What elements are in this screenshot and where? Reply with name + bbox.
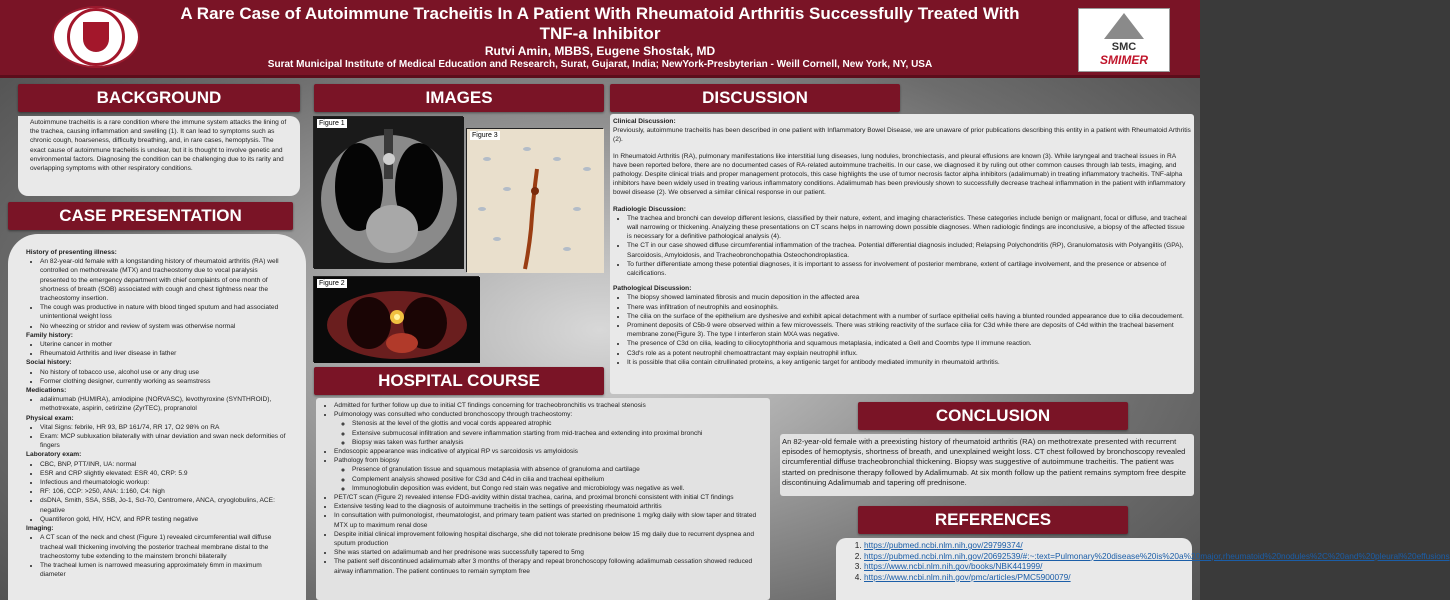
list-item: • A CT scan of the neck and chest (Figure 1) revealed circumferential wall diffuse tracheal wall thickening involving the posterior tracheal membrane distal to the tracheostomy tube extending to the mainstem bronchi bilaterally xyxy=(40,533,288,561)
hospital-panel xyxy=(316,398,770,600)
case-heading: CASE PRESENTATION xyxy=(8,202,293,230)
list-item: • It is possible that cilia contain citrullinated proteins, a key antigenic target for antibody mediated immunity in rheumatoid arthritis. xyxy=(627,358,1191,367)
list-item: • Prominent deposits of C5b-9 were observed within a few microvessels. There was striking reactivity of the surface cilia for C3d while there are deposits of C4d within the tracheal basement membrane zone(Figure 3). The type I interferon stain MXA was negative. xyxy=(627,321,1191,339)
reference-link[interactable]: https://pubmed.ncbi.nlm.nih.gov/29799374/ xyxy=(864,540,1023,550)
list-item: • adalimumab (HUMIRA), amlodipine (NORVASC), levothyroxine (SYNTHROID), methotrexate, aspirin, cetirizine (ZyrTEC), propranolol xyxy=(40,395,288,413)
background-heading: BACKGROUND xyxy=(18,84,300,112)
list-item-text: Despite initial clinical improvement following hospital discharge, she did not tolerate prednisone below 15 mg daily due to recurrent dyspnea and sputum production xyxy=(334,530,755,548)
list-item: • The CT in our case showed diffuse circumferential inflammation of the trachea. Potential differential diagnosis included; Relapsing Polychondritis (RP), Granulomatosis with Polyangiitis (GPA), Sarcoidosis, Amyloidosis, and Tracheobronchopathia Osteochondroplastica. xyxy=(627,241,1191,259)
reference-item xyxy=(864,550,1450,562)
imaging-list xyxy=(26,533,288,579)
reference-item xyxy=(864,540,1188,551)
list-item: • dsDNA, Smith, SSA, SSB, Jo-1, Scl-70, Centromere, ANCA, cryoglobulins, ACE: negative xyxy=(40,496,288,514)
sub-list xyxy=(334,465,766,493)
poster-title-line1: A Rare Case of Autoimmune Tracheitis In A Patient With Rheumatoid Arthritis Successfully Treated With xyxy=(180,4,1020,23)
figure2-petct-image xyxy=(313,276,479,362)
cornell-seal-logo xyxy=(52,6,140,68)
meds-list xyxy=(26,395,288,413)
references-heading: REFERENCES xyxy=(858,506,1128,534)
list-item xyxy=(334,557,766,575)
poster-affiliation: Surat Municipal Institute of Medical Education and Research, Surat, Gujarat, India; NewYork-Presbyterian - Weill Cornell, New York, NY, USA xyxy=(267,59,933,70)
list-item: • CBC, BNP, PTT/INR, UA: normal xyxy=(40,460,288,469)
list-item-text: She was started on adalimumab and her prednisone was successfully tapered to 5mg xyxy=(334,549,584,557)
conclusion-text: An 82-year-old female with a preexisting history of rheumatoid arthritis (RA) on methotrexate presented with recurrent episodes of hemoptysis, shortness of breath, and unexplained weight loss. CT chest followed by bronchoscopy revealed circumferential diffuse tracheobronchial thickening. Biopsy was suggestive of autoimmune tracheitis. The patient was started on prednisone therapy followed by Adalimumab. At six month follow up the patient remains symptom free despite discontinuing Adalimumab and tapering off prednisone. xyxy=(782,437,1186,487)
list-item xyxy=(334,410,766,447)
hospital-heading: HOSPITAL COURSE xyxy=(314,367,604,395)
list-item xyxy=(334,493,766,502)
sub-list-item: ◦ Immunoglobulin deposition was evident, but Congo red stain was negative and microbiology was negative as well. xyxy=(352,484,766,493)
clinical-paragraph-2: In Rheumatoid Arthritis (RA), pulmonary manifestations like interstitial lung diseases, lung nodules, bronchiectasis, and pleural effusions are known (3). While laryngeal and tracheal issues in RA have been reported before, there are no documented cases of RA-related autoimmune tracheitis. In our case, we diagnosed it by ruling out other common causes through lab tests, imaging, and pathology. Despite clinical trials and proper management protocols, this case highlights the use of tumor necrosis factor alpha inhibitors (adalimumab) in treating inflammatory tracheitis. TNF-alpha inhibitors have been widely used in treating various inflammatory conditions. Adalimumab has been previously shown to successfully decrease tracheal inflammation in the patient with inflammatory bowel disease (2). We observed a similar clinical response in our patient. xyxy=(613,152,1186,197)
sub-list xyxy=(334,419,766,447)
pathologic-heading: Pathological Discussion: xyxy=(613,285,692,293)
list-item xyxy=(334,401,766,410)
list-item: • Quantiferon gold, HIV, HCV, and RPR testing negative xyxy=(40,515,288,524)
list-item: • An 82-year-old female with a longstanding history of rheumatoid arthritis (RA) well controlled on methotrexate (MTX) and tracheostomy due to vocal paralysis presented to the emergency department with chief complaints of one month of shortness of breath (SOB) associated with cough and chest tightness near the tracheostomy insertion. xyxy=(40,257,288,303)
reference-item xyxy=(864,572,1188,583)
pathologic-list xyxy=(613,293,1191,367)
discussion-heading: DISCUSSION xyxy=(610,84,900,112)
list-item: • The tracheal lumen is narrowed measuring approximately 6mm in maximum diameter xyxy=(40,561,288,579)
list-item xyxy=(334,530,766,548)
list-item-text: The patient self discontinued adalimumab after 3 months of therapy and repeat bronchoscopy following adalimumab cessation showed reduced airway inflammation. The patient continues to remain symptom free xyxy=(334,558,753,575)
conclusion-panel xyxy=(780,434,1194,496)
list-item: • The presence of C3d on cilia, leading to ciliocytophthoria and squamous metaplasia, indicated a Gell and Coombs type II immune reaction. xyxy=(627,339,1191,348)
sub-list-item: ◦ Presence of granulation tissue and squamous metaplasia with absence of granuloma and cartilage xyxy=(352,465,766,474)
list-item: • Vital Signs: febrile, HR 93, BP 161/74, RR 17, O2 98% on RA xyxy=(40,423,288,432)
list-item-text: Admitted for further follow up due to initial CT findings concerning for tracheobronchitis vs tracheal stenosis xyxy=(334,402,646,409)
figure3-histology-image xyxy=(466,128,603,272)
case-panel xyxy=(8,234,306,600)
meds-heading: Medications: xyxy=(26,387,67,395)
exam-heading: Physical exam: xyxy=(26,414,74,422)
list-item: • No wheezing or stridor and review of system was otherwise normal xyxy=(40,322,288,331)
list-item: • ESR and CRP slightly elevated: ESR 40, CRP: 5.9 xyxy=(40,469,288,478)
references-list xyxy=(840,540,1450,582)
conclusion-heading: CONCLUSION xyxy=(858,402,1128,430)
sub-list-item: ◦ Complement analysis showed positive for C3d and C4d in cilia and tracheal epithelium xyxy=(352,475,766,484)
radiologic-heading: Radiologic Discussion: xyxy=(613,205,686,213)
family-list xyxy=(26,340,288,358)
history-list xyxy=(26,257,288,331)
sub-list-item: ◦ Biopsy was taken was further analysis xyxy=(352,438,766,447)
clinical-heading: Clinical Discussion: xyxy=(613,118,676,125)
exam-list xyxy=(26,423,288,451)
list-item: • Rheumatoid Arthritis and liver disease in father xyxy=(40,349,288,358)
figure2-label: Figure 2 xyxy=(319,280,345,287)
list-item xyxy=(334,447,766,456)
imaging-heading: Imaging: xyxy=(26,525,54,533)
figure1-label: Figure 1 xyxy=(319,120,345,127)
list-item: • The biopsy showed laminated fibrosis and mucin deposition in the affected area xyxy=(627,293,1191,302)
history-heading: History of presenting illness: xyxy=(26,249,117,256)
list-item: • C3d's role as a potent neutrophil chemoattractant may explain neutrophil influx. xyxy=(627,349,1191,358)
reference-link[interactable]: https://www.ncbi.nlm.nih.gov/pmc/articles/PMC5900079/ xyxy=(864,571,1071,582)
list-item: • Infectious and rheumatologic workup: xyxy=(40,478,288,487)
list-item: • There was infiltration of neutrophils and eosinophils. xyxy=(627,303,1191,312)
references-panel xyxy=(836,538,1450,600)
list-item: • The cough was productive in nature with blood tinged sputum and had associated unintentional weight loss xyxy=(40,303,288,321)
list-item xyxy=(334,502,766,511)
list-item xyxy=(334,548,766,557)
list-item: • The cilia on the surface of the epithelium are dyshesive and exhibit apical detachment with a number of surface epithelial cells having a blunted rounded appearance due to cilia decoudement. xyxy=(627,312,1191,321)
list-item: • No history of tobacco use, alcohol use or any drug use xyxy=(40,368,288,377)
list-item xyxy=(334,456,766,493)
hospital-list xyxy=(320,401,766,576)
social-heading: Social history: xyxy=(26,359,72,367)
figure1-ct-image xyxy=(313,116,463,268)
list-item-text: PET/CT scan (Figure 2) revealed intense FDG-avidity within distal trachea, carina, and proximal bronchi consistent with initial CT findings xyxy=(334,494,734,502)
list-item-text: Endoscopic appearance was indicative of atypical RP vs sarcoidosis vs amyloidosis xyxy=(334,448,578,456)
list-item: • Uterine cancer in mother xyxy=(40,340,288,349)
reference-link[interactable]: https://www.ncbi.nlm.nih.gov/books/NBK441999/ xyxy=(864,561,1043,572)
list-item-text: Pathology from biopsy xyxy=(334,457,400,465)
images-heading: IMAGES xyxy=(314,84,604,112)
sub-list-item: ◦ Stenosis at the level of the glottis and vocal cords appeared atrophic xyxy=(352,419,766,428)
radiologic-list xyxy=(613,214,1191,278)
discussion-panel xyxy=(610,114,1194,394)
lab-list xyxy=(26,460,288,524)
social-list xyxy=(26,368,288,386)
background-text: Autoimmune tracheitis is a rare condition where the immune system attacks the lining of the trachea, causing inflammation and swelling (1). It can lead to symptoms such as chronic cough, hoarseness, difficulty breathing, and, in rare cases, hemoptysis. The exact cause of autoimmune tracheitis is unclear, but it is thought to involve genetic and environmental factors. Diagnosing the condition can be challenging due to its rarity and overlapping symptoms with other respiratory conditions. xyxy=(30,119,287,173)
list-item-text: Pulmonology was consulted who conducted bronchoscopy through tracheostomy: xyxy=(334,411,573,419)
figure3-label: Figure 3 xyxy=(472,132,498,139)
lab-heading: Laboratory exam: xyxy=(26,451,82,459)
poster-title-line2: TNF-a Inhibitor xyxy=(539,24,661,43)
list-item: • Former clothing designer, currently working as seamstress xyxy=(40,377,288,386)
poster-authors: Rutvi Amin, MBBS, Eugene Shostak, MD xyxy=(484,44,716,58)
clinical-paragraph-1: Previously, autoimmune tracheitis has been described in one patient with Inflammatory Bowel Disease, we are unaware of prior publications describing this entity in a patient with Rheumatoid Arthritis (2). xyxy=(613,127,1191,144)
list-item: • RF: 106, CCP: >250, ANA: 1:160, C4: high xyxy=(40,487,288,496)
list-item xyxy=(334,511,766,529)
list-item: • To further differentiate among these potential diagnoses, it is important to assess for involvement of posterior membrane, extent of cartilage involvement, and the presence or absence of calcifications. xyxy=(627,260,1191,278)
background-panel xyxy=(18,116,300,196)
smimer-logo: SMC SMIMER xyxy=(1078,8,1170,72)
reference-link[interactable]: https://pubmed.ncbi.nlm.nih.gov/20692539/#:~:text=Pulmonary%20disease%20is%20a%20major,rheumatoid%20nodules%2C%20and%20pleural%20effusions xyxy=(864,550,1450,561)
list-item: • The trachea and bronchi can develop different lesions, classified by their nature, extent, and imaging characteristics. These categories include benign or malignant, focal or diffuse, and tracheal wall narrowing or thickening. Analyzing these presentations on CT scans helps in narrowing down possible diagnoses. When radiologic findings are inconclusive, a biopsy of the affected tissue is necessary for a definitive pathological analysis (4). xyxy=(627,214,1191,242)
reference-item xyxy=(864,561,1188,572)
sub-list-item: ◦ Extensive submucosal infiltration and severe inflammation starting from mid-trachea and extending into proximal bronchi xyxy=(352,429,766,438)
family-heading: Family history: xyxy=(26,331,73,339)
header-banner xyxy=(0,0,1200,78)
list-item: • Exam: MCP subluxation bilaterally with ulnar deviation and swan neck deformities of fingers xyxy=(40,432,288,450)
list-item-text: Extensive testing lead to the diagnosis of autoimmune tracheitis in the settings of preexisting rheumatoid arthritis xyxy=(334,503,662,511)
list-item-text: In consultation with pulmonologist, rheumatologist, and primary team patient was started on prednisone 1 mg/kg daily with slow taper and titrated MTX up to maximum renal dose xyxy=(334,512,757,529)
